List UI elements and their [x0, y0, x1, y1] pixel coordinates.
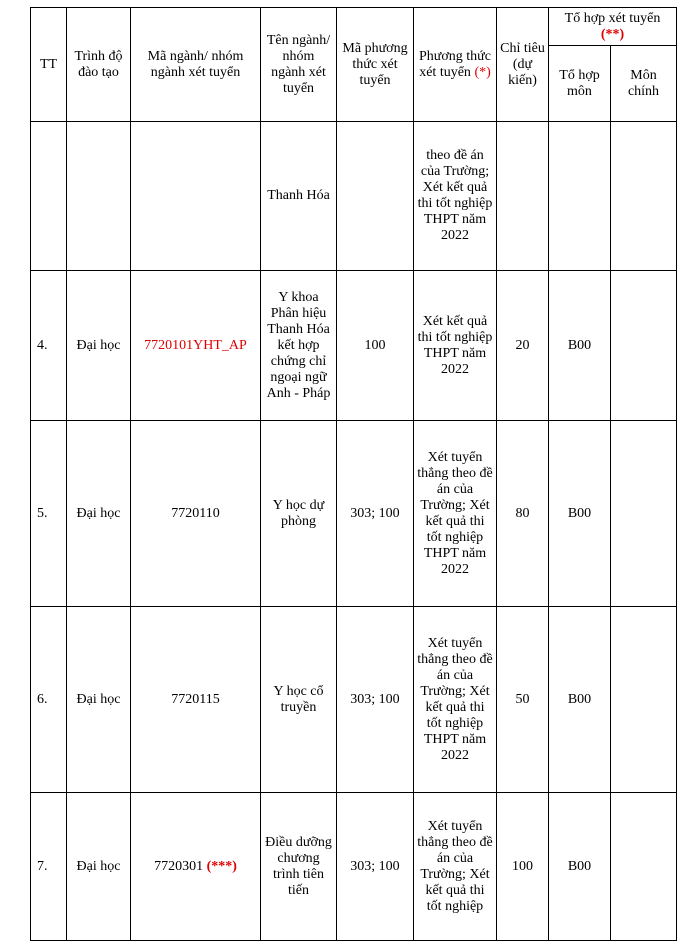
header-name: Tên ngành/ nhóm ngành xét tuyển [261, 8, 337, 122]
row-level: Đại học [67, 421, 131, 607]
row-level: Đại học [67, 271, 131, 421]
header-method-mark: (*) [474, 64, 491, 80]
table-row [31, 421, 677, 607]
row-method-code: 303; 100 [337, 793, 414, 941]
row-tt: 4. [31, 271, 67, 421]
row-quota: 50 [497, 607, 549, 793]
row-method: Xét tuyển thẳng theo đề án của Trường; Xét kết quả thi tốt nghiệp [414, 793, 497, 941]
header-method-code: Mã phương thức xét tuyển [337, 8, 414, 122]
row-name: Điều dưỡng chương trình tiên tiến [261, 793, 337, 941]
row-quota: 20 [497, 271, 549, 421]
row-tt: 6. [31, 607, 67, 793]
row-method-code: 303; 100 [337, 421, 414, 607]
row-quota: 100 [497, 793, 549, 941]
row-combo: B00 [549, 271, 611, 421]
row-method: Xét kết quả thi tốt nghiệp THPT năm 2022 [414, 271, 497, 421]
header-method-label: Phương thức xét tuyển [419, 48, 491, 80]
row-name: Y khoa Phân hiệu Thanh Hóa kết hợp chứng chỉ ngoại ngữ Anh - Pháp [261, 271, 337, 421]
row-combo: B00 [549, 607, 611, 793]
row-method: Xét tuyển thẳng theo đề án của Trường; Xét kết quả thi tốt nghiệp THPT năm 2022 [414, 421, 497, 607]
table-row [31, 607, 677, 793]
row-code-mark: (***) [206, 858, 237, 874]
row-method: Xét tuyển thẳng theo đề án của Trường; Xét kết quả thi tốt nghiệp THPT năm 2022 [414, 607, 497, 793]
row-name: Y học dự phòng [261, 421, 337, 607]
row-code: 7720110 [131, 421, 261, 607]
table-row [31, 793, 677, 941]
row-quota [497, 122, 549, 271]
table-row [31, 122, 677, 271]
table-row [31, 271, 677, 421]
header-tt: TT [31, 8, 67, 122]
row-method-code [337, 122, 414, 271]
header-quota: Chỉ tiêu (dự kiến) [497, 8, 549, 122]
header-combo-label: Tổ hợp xét tuyển [564, 10, 661, 26]
row-main-subject [611, 122, 677, 271]
row-combo: B00 [549, 793, 611, 941]
header-code: Mã ngành/ nhóm ngành xét tuyển [131, 8, 261, 122]
header-row-1 [31, 8, 677, 46]
row-level [67, 122, 131, 271]
row-quota: 80 [497, 421, 549, 607]
row-tt: 5. [31, 421, 67, 607]
row-code [131, 793, 261, 941]
admission-table [30, 7, 677, 941]
header-combo-group [549, 8, 677, 46]
row-tt: 7. [31, 793, 67, 941]
row-code [131, 122, 261, 271]
row-main-subject [611, 271, 677, 421]
header-combo-mark: (**) [600, 26, 625, 42]
row-code-value: 7720301 [154, 858, 204, 874]
header-main-subject: Môn chính [611, 46, 677, 122]
row-name: Thanh Hóa [261, 122, 337, 271]
header-combo: Tổ hợp môn [549, 46, 611, 122]
row-name: Y học cổ truyền [261, 607, 337, 793]
header-method [414, 8, 497, 122]
row-method-code: 303; 100 [337, 607, 414, 793]
header-level: Trình độ đào tạo [67, 8, 131, 122]
row-level: Đại học [67, 793, 131, 941]
row-code: 7720115 [131, 607, 261, 793]
row-tt [31, 122, 67, 271]
row-code: 7720101YHT_AP [131, 271, 261, 421]
row-level: Đại học [67, 607, 131, 793]
row-combo: B00 [549, 421, 611, 607]
row-combo [549, 122, 611, 271]
row-method-code: 100 [337, 271, 414, 421]
row-main-subject [611, 607, 677, 793]
row-method: theo đề án của Trường; Xét kết quả thi tốt nghiệp THPT năm 2022 [414, 122, 497, 271]
row-main-subject [611, 421, 677, 607]
row-main-subject [611, 793, 677, 941]
